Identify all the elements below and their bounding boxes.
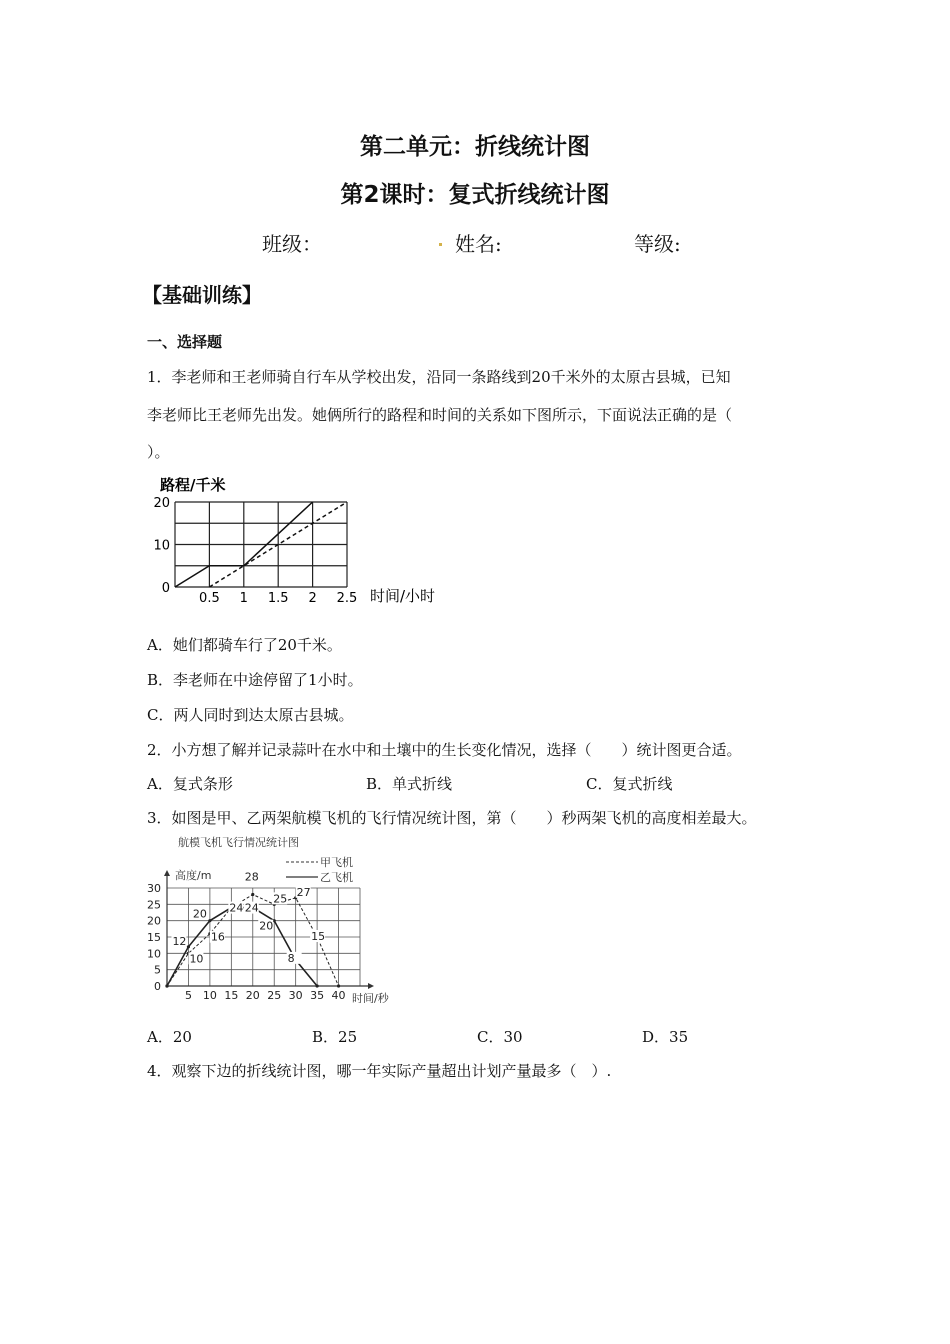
q2-option-a: A．复式条形 [147, 775, 233, 793]
chart2-point [187, 945, 190, 948]
grade-label: 等级: [634, 232, 681, 256]
legend-label-yi: 乙飞机 [320, 871, 353, 884]
chart2-y-tick: 10 [147, 947, 161, 961]
q3-option-d: D．35 [642, 1028, 689, 1046]
q1-line1: 1．李老师和王老师骑自行车从学校出发，沿同一条路线到20千米外的太原古县城，已知 [147, 368, 731, 386]
chart2-y-tick: 25 [147, 898, 161, 912]
q3-option-a: A．20 [147, 1028, 192, 1046]
chart2-x-tick: 10 [202, 989, 217, 1002]
chart2-point [316, 984, 319, 987]
chart2-xlabel: 时间/秒 [352, 992, 389, 1003]
chart1-grid [175, 502, 347, 587]
chart2-x-tick: 30 [288, 989, 303, 1002]
chart2-x-tick: 15 [224, 989, 239, 1002]
aircraft-flight-chart [140, 828, 410, 1003]
section-title: 【基础训练】 [142, 283, 262, 307]
chart2-point-labels [171, 871, 325, 966]
chart2-y-tick: 30 [147, 882, 161, 895]
chart2-point-label: 20 [192, 907, 207, 921]
q4-text: 4．观察下边的折线统计图，哪一年实际产量超出计划产量最多（ ）. [147, 1062, 612, 1080]
chart2-legend [286, 855, 353, 884]
chart2-point-label: 27 [296, 885, 311, 899]
chart2-point [165, 984, 168, 987]
chart2-x-tick: 40 [331, 989, 346, 1002]
q1-option-a: A．她们都骑车行了20千米。 [147, 636, 342, 654]
q1-option-b: B．李老师在中途停留了1小时。 [147, 671, 363, 689]
chart2-point-label: 28 [244, 870, 259, 884]
chart2-point-label: 24 [244, 901, 259, 915]
legend-label-jia: 甲飞机 [320, 856, 353, 869]
chart2-y-tick: 0 [154, 980, 161, 993]
chart1-x-tick: 1 [239, 591, 248, 606]
unit-title: 第二单元：折线统计图 [360, 134, 590, 160]
chart2-title: 航模飞机飞行情况统计图 [178, 836, 299, 849]
chart1-x-tick: 2 [308, 591, 317, 606]
class-label: 班级： [262, 232, 322, 256]
chart2-x-tick: 5 [184, 989, 192, 1002]
chart2-y-tick: 5 [154, 963, 161, 977]
distance-time-chart [140, 470, 450, 610]
chart1-x-tick: 0.5 [199, 591, 220, 606]
chart1-y-tick: 10 [153, 538, 170, 554]
q2-option-b: B．单式折线 [366, 775, 453, 793]
chart1-y-tick: 0 [161, 581, 170, 596]
chart2-point-label: 8 [287, 951, 295, 965]
chart2-y-arrow [164, 870, 170, 876]
chart2-point [251, 893, 254, 896]
chart2-point-label: 15 [311, 930, 326, 943]
chart2-point-label: 10 [189, 952, 204, 966]
q1-option-c: C．两人同时到达太原古县城。 [147, 706, 354, 724]
chart2-point [337, 984, 340, 987]
q1-line3: ）。 [147, 443, 170, 461]
name-label: 姓名: [455, 232, 502, 256]
chart2-x-tick: 20 [245, 989, 260, 1002]
lesson-title: 第2课时：复式折线统计图 [340, 182, 610, 208]
chart2-x-tick: 35 [310, 989, 325, 1002]
chart1-x-tick: 2.5 [336, 591, 358, 606]
chart2-y-tick: 20 [147, 914, 161, 928]
chart1-ticks [153, 496, 357, 606]
chart2-point-label: 12 [172, 934, 187, 948]
section-subtitle: 一、选择题 [147, 333, 223, 351]
chart2-point-label: 16 [210, 930, 225, 944]
q2-text: 2．小方想了解并记录蒜叶在水中和土壤中的生长变化情况，选择（ ）统计图更合适。 [147, 741, 742, 759]
chart1-x-tick: 1.5 [267, 591, 289, 606]
chart2-point-label: 25 [273, 892, 288, 906]
chart1-ylabel: 路程/千米 [160, 476, 226, 494]
q3-option-c: C．30 [477, 1028, 523, 1046]
q1-line2: 李老师比王老师先出发。她俩所行的路程和时间的关系如下图所示，下面说法正确的是（ [147, 406, 733, 424]
chart2-point-label: 20 [259, 919, 274, 933]
chart2-ylabel: 高度/m [175, 869, 212, 882]
q2-option-c: C．复式折线 [586, 775, 673, 793]
q3-text: 3．如图是甲、乙两架航模飞机的飞行情况统计图，第（ ）秒两架飞机的高度相差最大。 [147, 809, 757, 827]
chart2-point-label: 24 [229, 901, 244, 915]
q3-option-b: B．25 [312, 1028, 358, 1046]
chart1-y-tick: 20 [153, 496, 170, 511]
chart2-x-tick: 25 [267, 989, 282, 1002]
chart1-xlabel: 时间/小时 [370, 587, 436, 605]
marker-dot [439, 243, 442, 246]
chart2-point [208, 919, 211, 922]
chart2-x-arrow [368, 983, 374, 989]
chart2-y-tick: 15 [147, 931, 161, 944]
